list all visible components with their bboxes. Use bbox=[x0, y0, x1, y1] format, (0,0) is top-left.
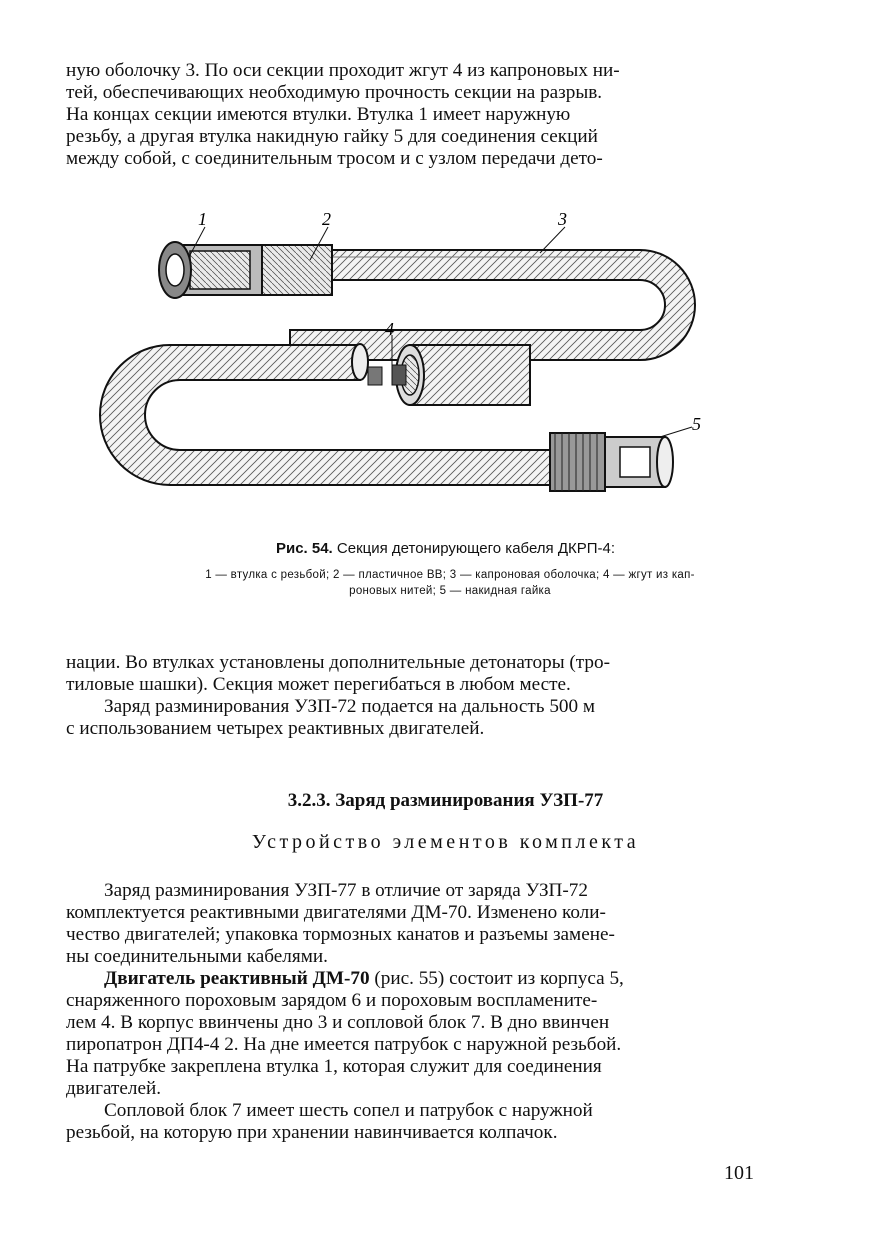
text-line: Заряд разминирования УЗП-72 подается на дальность 500 м bbox=[104, 696, 596, 717]
subsection-heading: Устройство элементов комплекта bbox=[251, 831, 640, 853]
text-line bbox=[66, 968, 766, 990]
text-line: с использованием четырех реактивных двигателей. bbox=[66, 718, 485, 739]
text-line: тиловые шашки). Секция может перегибаться в любом месте. bbox=[66, 674, 571, 695]
figure-cable-section bbox=[80, 205, 740, 523]
text-line: комплектуется реактивными двигателями ДМ-70. Изменено коли- bbox=[66, 902, 606, 923]
section-heading: 3.2.3. Заряд разминирования УЗП-77 bbox=[287, 790, 604, 811]
text-line: нации. Во втулках установлены дополнительные детонаторы (тро- bbox=[66, 652, 610, 673]
text-line: Заряд разминирования УЗП-77 в отличие от заряда УЗП-72 bbox=[104, 880, 588, 901]
figure-label-2: 2 bbox=[322, 209, 331, 229]
text-line: между собой, с соединительным тросом и с узлом передачи дето- bbox=[66, 148, 603, 169]
bold-term: Двигатель реактивный ДМ-70 bbox=[104, 968, 370, 989]
text-line: На патрубке закреплена втулка 1, которая служит для соединения bbox=[66, 1056, 602, 1077]
text-line: двигателей. bbox=[66, 1078, 162, 1099]
text-line: резьбой, на которую при хранении навинчивается колпачок. bbox=[66, 1122, 558, 1143]
caption-text: Секция детонирующего кабеля ДКРП-4: bbox=[336, 540, 616, 557]
figure-label-5: 5 bbox=[692, 414, 701, 434]
top-paragraph bbox=[66, 60, 766, 170]
figure-caption bbox=[0, 540, 891, 557]
legend-line: роновых нитей; 5 — накидная гайка bbox=[349, 585, 551, 597]
caption-prefix: Рис. 54. bbox=[275, 540, 333, 557]
figure-label-3: 3 bbox=[558, 209, 567, 229]
middle-paragraph bbox=[66, 652, 766, 740]
figure-label-4: 4 bbox=[385, 319, 394, 339]
figure-label-1: 1 bbox=[198, 209, 207, 229]
text-line: Сопловой блок 7 имеет шесть сопел и патрубок с наружной bbox=[104, 1100, 593, 1121]
text-line: На концах секции имеются втулки. Втулка 1 имеет наружную bbox=[66, 104, 571, 125]
text-line: чество двигателей; упаковка тормозных канатов и разъемы замене- bbox=[66, 924, 615, 945]
bottom-paragraphs bbox=[66, 880, 766, 1144]
left-fitting bbox=[159, 242, 332, 298]
text-line: лем 4. В корпус ввинчены дно 3 и сопловой блок 7. В дно ввинчен bbox=[66, 1012, 610, 1033]
text-line: пиропатрон ДП4-4 2. На дне имеется патрубок с наружной резьбой. bbox=[66, 1034, 622, 1055]
text-run: (рис. 55) состоит из корпуса 5, bbox=[369, 968, 624, 989]
text-line: снаряженного пороховым зарядом 6 и пороховым воспламените- bbox=[66, 990, 598, 1011]
right-fitting-nut bbox=[550, 433, 673, 491]
text-line: тей, обеспечивающих необходимую прочность секции на разрыв. bbox=[66, 82, 603, 103]
text-line: ны соединительными кабелями. bbox=[66, 946, 328, 967]
cable-illustration bbox=[80, 205, 740, 523]
text-line: резьбу, а другая втулка накидную гайку 5 для соединения секций bbox=[66, 126, 598, 147]
text-line: ную оболочку 3. По оси секции проходит жгут 4 из капроновых ни- bbox=[66, 60, 620, 81]
figure-legend bbox=[100, 567, 800, 599]
legend-line: 1 — втулка с резьбой; 2 — пластичное ВВ; 3 — капроновая оболочка; 4 — жгут из кап- bbox=[205, 569, 695, 581]
page-number: 101 bbox=[724, 1162, 754, 1184]
